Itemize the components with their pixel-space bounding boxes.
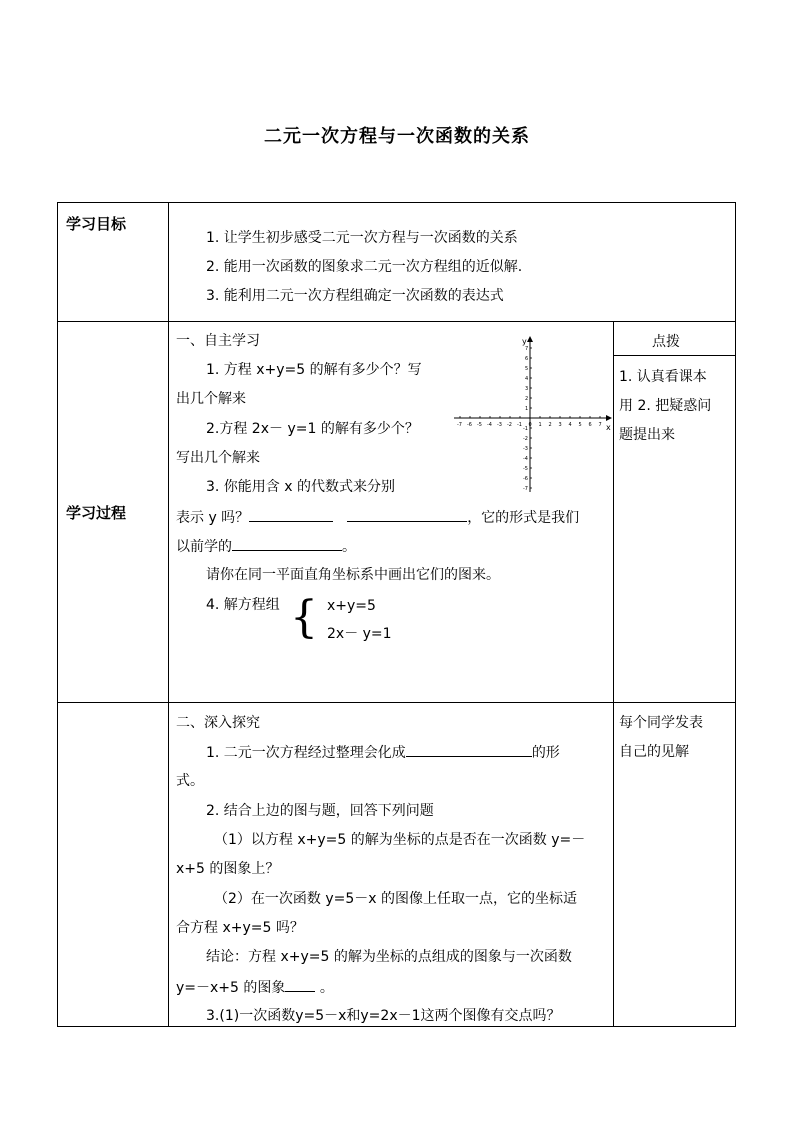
x-tick-label: 2 <box>548 422 552 428</box>
hint-header-divider <box>613 355 736 356</box>
question-3: 3. 你能用含 x 的代数式来分别 <box>206 479 395 495</box>
equation-system-brace: { <box>290 592 318 643</box>
x-tick-label: -3 <box>497 422 502 428</box>
y-tick-label: 5 <box>525 366 529 372</box>
question-1-cont: 出几个解来 <box>176 391 246 407</box>
hint-text: 用 2. 把疑惑问 <box>619 398 712 414</box>
section-self-study: 一、自主学习 <box>176 333 260 349</box>
question-2: 2.方程 2x－ y=1 的解有多少个？ <box>206 421 419 437</box>
y-axis-label: y <box>522 337 527 346</box>
question-3-text-b: ，它的形式是我们 <box>467 510 580 526</box>
equation-1: x+y=5 <box>327 598 376 614</box>
question-4-label: 4. 解方程组 <box>206 597 280 613</box>
question-3-cont2 <box>176 536 356 557</box>
explore-2: 2. 结合上边的图与题，回答下列问题 <box>206 803 434 819</box>
equation-2: 2x－ y=1 <box>327 626 392 642</box>
explore-4-cont: 合方程 x+y=5 吗？ <box>176 920 304 936</box>
question-2-cont: 写出几个解来 <box>176 450 260 466</box>
x-tick-label: 0 <box>528 422 532 428</box>
x-tick-label: 3 <box>558 422 562 428</box>
y-tick-label: -3 <box>523 446 528 452</box>
page-title: 二元一次方程与一次函数的关系 <box>264 126 530 147</box>
goal-item: 3. 能利用二元一次方程组确定一次函数的表达式 <box>206 288 504 304</box>
coordinate-axes <box>452 334 614 496</box>
x-tick-label: -6 <box>467 422 472 428</box>
y-tick-label: 1 <box>525 406 529 412</box>
explore-3: （1）以方程 x+y=5 的解为坐标的点是否在一次函数 y=－ <box>214 832 586 848</box>
x-tick-label: -4 <box>487 422 492 428</box>
explore-1-text-a: 1. 二元一次方程经过整理会化成 <box>206 745 406 761</box>
x-tick-label: 7 <box>598 422 602 428</box>
x-tick-label: 4 <box>568 422 572 428</box>
hint-text: 自己的见解 <box>619 744 689 760</box>
y-axis-arrow <box>527 336 533 342</box>
explore-1-text-b: 的形 <box>531 745 560 761</box>
x-axis-label: x <box>606 423 611 432</box>
explore-3-cont: x+5 的图象上？ <box>176 861 280 877</box>
column-divider <box>168 202 169 1027</box>
label-learning-process: 学习过程 <box>66 504 127 522</box>
hint-text: 题提出来 <box>619 427 675 443</box>
label-learning-goals: 学习目标 <box>66 215 127 233</box>
answer-blank[interactable] <box>406 742 532 757</box>
question-3-cont <box>176 507 579 528</box>
y-tick-label: 3 <box>525 386 529 392</box>
question-3-text-a: 表示 y 吗？ <box>176 510 250 526</box>
explore-1-cont: 式。 <box>176 773 204 789</box>
question-3-instruction: 请你在同一平面直角坐标系中画出它们的图来。 <box>206 567 500 583</box>
answer-blank[interactable] <box>347 507 467 522</box>
question-3-text-c: 以前学的 <box>176 539 232 555</box>
conclusion: 结论：方程 x+y=5 的解为坐标的点组成的图象与一次函数 <box>206 949 572 965</box>
goal-item: 2. 能用一次函数的图象求二元一次方程组的近似解. <box>206 259 523 275</box>
section-explore: 二、深入探究 <box>176 715 260 731</box>
row-divider <box>57 702 736 703</box>
y-tick-label: -5 <box>523 466 528 472</box>
x-tick-label: -1 <box>517 422 522 428</box>
x-tick-label: 5 <box>578 422 582 428</box>
x-tick-label: 6 <box>588 422 592 428</box>
x-axis-arrow <box>606 415 612 421</box>
x-tick-label: -2 <box>507 422 512 428</box>
conclusion-text-a: y=－x+5 的图象 <box>176 980 286 996</box>
answer-blank[interactable] <box>285 977 315 992</box>
question-3-text-d: 。 <box>342 539 356 555</box>
y-tick-label: 7 <box>525 346 529 352</box>
y-tick-label: -4 <box>523 456 528 462</box>
x-tick-label: 1 <box>538 422 542 428</box>
conclusion-text-b: 。 <box>315 980 334 996</box>
hint-text: 1. 认真看课本 <box>619 369 707 385</box>
y-tick-label: 4 <box>525 376 529 382</box>
x-tick-label: -7 <box>457 422 462 428</box>
question-1: 1. 方程 x+y=5 的解有多少个？写 <box>206 362 422 378</box>
explore-4: （2）在一次函数 y=5－x 的图像上任取一点，它的坐标适 <box>214 891 578 907</box>
y-tick-label: -1 <box>523 426 528 432</box>
y-tick-label: -2 <box>523 436 528 442</box>
y-tick-label: 6 <box>525 356 529 362</box>
explore-5: 3.(1)一次函数y=5－x和y=2x－1这两个图像有交点吗？ <box>206 1008 561 1024</box>
y-tick-label: -7 <box>523 486 528 492</box>
y-tick-label: 2 <box>525 396 529 402</box>
hint-header: 点拨 <box>652 334 680 350</box>
x-tick-label: -5 <box>477 422 482 428</box>
y-tick-label: -6 <box>523 476 528 482</box>
goal-item: 1. 让学生初步感受二元一次方程与一次函数的关系 <box>206 230 518 246</box>
explore-1 <box>206 742 560 763</box>
row-divider <box>57 321 736 322</box>
conclusion-cont <box>176 977 334 998</box>
answer-blank[interactable] <box>232 536 342 551</box>
y-tick-group <box>523 346 532 492</box>
answer-blank[interactable] <box>249 507 333 522</box>
hint-text: 每个同学发表 <box>619 715 703 731</box>
